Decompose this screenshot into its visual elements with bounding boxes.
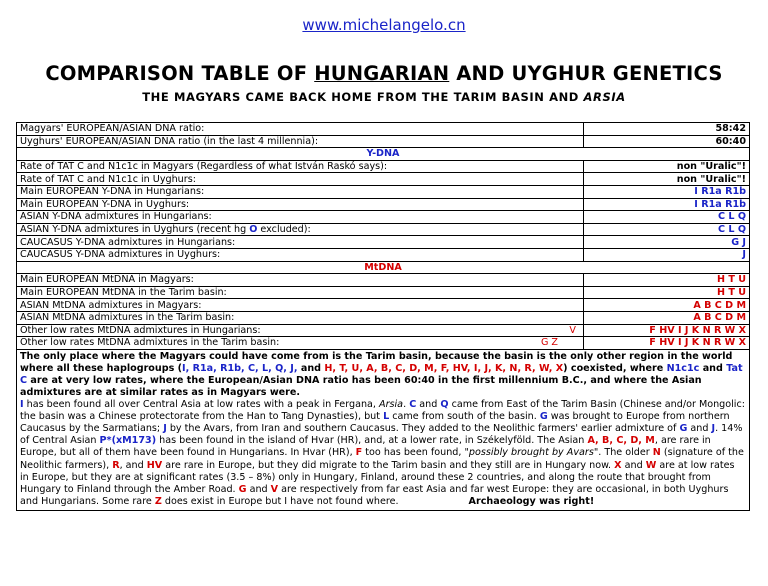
para-text: are at very low rates, where the European/Asian DNA ratio has been 60:40 in the first millennium B.C., and where the Asian admixtures are at similar rates as in Magyars were. <box>20 374 702 398</box>
row-label: Uyghurs' EUROPEAN/ASIAN DNA ratio (in the last 4 millennia): <box>17 135 584 148</box>
para-text: , and <box>119 459 147 471</box>
para-text: came from East of the Tarim Basin (Chinese and/or Mongolic: the basin was a Chinese protectorate from the Han to Tang Dynasties), but <box>20 399 745 423</box>
table-row <box>17 198 750 211</box>
para-hg: HV <box>146 459 163 471</box>
table-row <box>17 173 750 186</box>
row-label: Main EUROPEAN MtDNA in Magyars: <box>17 274 584 287</box>
label-text: Other low rates MtDNA admixtures in Hungarians: <box>20 324 261 336</box>
row-value: non "Uralic"! <box>584 173 750 186</box>
para-text: . <box>403 399 410 411</box>
row-label <box>17 223 584 236</box>
row-value: H T U <box>584 274 750 287</box>
table-row <box>17 123 750 136</box>
para-hg: V <box>270 483 279 495</box>
table-row <box>17 248 750 261</box>
row-value: F HV I J K N R W X <box>584 337 750 350</box>
section-header-ydna <box>17 148 750 161</box>
para-text: The only place where the Magyars could have come from is the Tarim basin, because the basin is the only other region in the world where all these haplogroups ( <box>20 350 733 374</box>
row-label: CAUCASUS Y-DNA admixtures in Uyghurs: <box>17 248 584 261</box>
para-text: has been found all over Central Asia at low rates with a peak in Fergana, <box>23 399 380 411</box>
row-label: Rate of TAT C and N1c1c in Uyghurs: <box>17 173 584 186</box>
para-hg: P*(xM173) <box>99 435 157 447</box>
para-text: , are rare in Europe, but all of them have been found in Hungarians. In Hvar (HR), <box>20 435 711 459</box>
table-row <box>17 160 750 173</box>
para-text: does exist in Europe but I have not found where. <box>161 495 399 507</box>
para-hg: R <box>112 459 120 471</box>
para-text: came from south of the basin. <box>389 411 540 423</box>
para-closing: Archaeology was right! <box>468 495 595 507</box>
para-text: by the Avars, from Iran and southern Caucasus. They added to the Neolithic farmers' earlier admixture of <box>166 423 680 435</box>
para-text: and <box>246 483 271 495</box>
table-row <box>17 337 750 350</box>
row-value: J <box>584 248 750 261</box>
table-row <box>17 135 750 148</box>
para-text: are at low rates in Europe, but they are at significant rates (3.5 – 8%) only in Hungary, Finland, around these 2 countries, and along the route that brought from Hungary to Finland through the Amber Road. <box>20 459 735 495</box>
table-row <box>17 299 750 312</box>
row-label: Main EUROPEAN Y-DNA in Hungarians: <box>17 185 584 198</box>
para-text: are respectively from far east Asia and far west Europe: they are occasional, in both Uyghurs and Hungarians. Some rare <box>20 483 729 507</box>
section-title: MtDNA <box>17 261 750 274</box>
para-text: and <box>687 423 712 435</box>
table-row <box>17 211 750 224</box>
row-label: ASIAN MtDNA admixtures in Magyars: <box>17 299 584 312</box>
row-value: 60:40 <box>584 135 750 148</box>
row-value: A B C D M <box>584 311 750 324</box>
comparison-table <box>16 122 750 511</box>
para-text: and <box>297 362 325 374</box>
row-label: CAUCASUS Y-DNA admixtures in Hungarians: <box>17 236 584 249</box>
row-value: C L Q <box>584 211 750 224</box>
para-text: was brought to Europe from northern Caucasus by the Sarmatians; <box>20 411 730 435</box>
conclusion-paragraph <box>17 349 750 510</box>
conclusion-row <box>17 349 750 510</box>
table-row <box>17 286 750 299</box>
para-hg: X <box>614 459 622 471</box>
row-value: C L Q <box>584 223 750 236</box>
table-row <box>17 185 750 198</box>
row-label: Main EUROPEAN MtDNA in the Tarim basin: <box>17 286 584 299</box>
label-part: excluded): <box>257 224 311 236</box>
para-hg: Q <box>440 399 449 411</box>
para-hg: Tat C <box>20 362 743 386</box>
row-label: ASIAN Y-DNA admixtures in Hungarians: <box>17 211 584 224</box>
site-url-link[interactable]: www.michelangelo.cn <box>302 16 466 34</box>
row-label: Magyars' EUROPEAN/ASIAN DNA ratio: <box>17 123 584 136</box>
row-value: A B C D M <box>584 299 750 312</box>
subtitle-text: THE MAGYARS CAME BACK HOME FROM THE TARIM BASIN AND <box>142 90 584 104</box>
row-label: Rate of TAT C and N1c1c in Magyars (Regardless of what István Raskó says): <box>17 160 584 173</box>
row-value: H T U <box>584 286 750 299</box>
row-label: Main EUROPEAN Y-DNA in Uyghurs: <box>17 198 584 211</box>
table-row <box>17 324 750 337</box>
row-value: I R1a R1b <box>584 185 750 198</box>
title-suffix: AND UYGHUR GENETICS <box>449 62 723 85</box>
para-hg: I <box>20 399 24 411</box>
para-hg: C <box>409 399 417 411</box>
para-text: . The older <box>598 447 653 459</box>
para-hg-mtdna: H, T, U, A, B, C, D, M, F, HV, I, J, K, N, R, W, X <box>324 362 564 374</box>
row-label <box>17 337 584 350</box>
para-text: and <box>699 362 727 374</box>
para-text: and <box>416 399 441 411</box>
para-hg: Z <box>154 495 162 507</box>
label-text: Other low rates MtDNA admixtures in the Tarim basin: <box>20 337 280 349</box>
title-hungarian: HUNGARIAN <box>314 62 450 85</box>
para-text: ) coexisted, where <box>563 362 667 374</box>
para-hg: J <box>163 423 167 435</box>
para-quote: "possibly brought by Avars" <box>464 447 599 459</box>
para-text: . 14% of Central Asian <box>20 423 743 447</box>
para-text: and <box>621 459 646 471</box>
row-value: F HV I J K N R W X <box>584 324 750 337</box>
para-hg: W <box>645 459 657 471</box>
label-part: ASIAN Y-DNA admixtures in Uyghurs (recent hg <box>20 224 250 236</box>
section-title: Y-DNA <box>17 148 750 161</box>
para-hg-ydna: I, R1a, R1b, C, L, Q, J, <box>182 362 298 374</box>
table-row <box>17 274 750 287</box>
row-label: ASIAN MtDNA admixtures in the Tarim basin: <box>17 311 584 324</box>
subtitle-arsia: ARSIA <box>583 90 626 104</box>
table-row <box>17 236 750 249</box>
table-row <box>17 223 750 236</box>
label-extra-hg: V <box>569 324 576 336</box>
para-hg: J <box>711 423 716 435</box>
row-value: non "Uralic"! <box>584 160 750 173</box>
para-arsia: Arsia <box>379 399 404 411</box>
para-text: (signature of the Neolithic farmers), <box>20 447 744 471</box>
page-subtitle <box>0 90 768 104</box>
section-header-mtdna <box>17 261 750 274</box>
row-value: 58:42 <box>584 123 750 136</box>
para-text: too has been found, <box>362 447 465 459</box>
para-hg: A, B, C, D, M <box>587 435 655 447</box>
para-hg: L <box>383 411 390 423</box>
row-value: G J <box>584 236 750 249</box>
row-label <box>17 324 584 337</box>
page-title <box>0 62 768 85</box>
para-hg: F <box>355 447 363 459</box>
title-prefix: COMPARISON TABLE OF <box>45 62 315 85</box>
para-hg: G <box>238 483 247 495</box>
para-hg: N <box>652 447 661 459</box>
para-hg: G <box>539 411 548 423</box>
row-value: I R1a R1b <box>584 198 750 211</box>
label-extra-hg: G Z <box>540 337 558 349</box>
para-hg: G <box>679 423 688 435</box>
para-text: has been found in the island of Hvar (HR), and, at a lower rate, in Székelyföld. The Asian <box>156 435 588 447</box>
para-text: are rare in Europe, but they did migrate to the Tarim basin and they still are in Hungary now. <box>162 459 615 471</box>
table-row <box>17 311 750 324</box>
para-hg: N1c1c <box>666 362 700 374</box>
label-hg-o: O <box>249 224 258 236</box>
